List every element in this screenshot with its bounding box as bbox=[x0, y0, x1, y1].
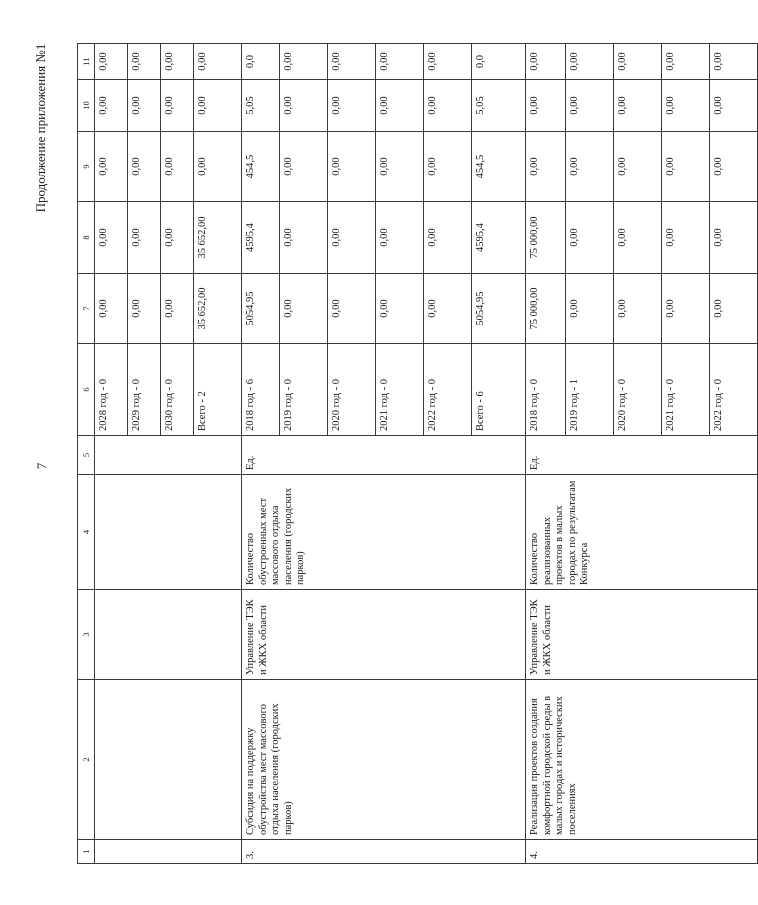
other-sources-cell: 0,00 bbox=[328, 44, 376, 80]
other-sources-cell: 0,00 bbox=[194, 44, 242, 80]
local-budget-cell: 0,00 bbox=[128, 80, 161, 132]
indicator: Количество обустроенных мест массового отдыха населения (городских парков) bbox=[242, 475, 526, 590]
year-cell: 2030 год - 0 bbox=[161, 344, 194, 436]
column-number: 2 bbox=[78, 680, 95, 840]
local-budget-cell: 0,00 bbox=[566, 80, 614, 132]
local-budget-cell: 0,00 bbox=[710, 80, 758, 132]
regional-budget-cell: 0,00 bbox=[280, 132, 328, 202]
indicator-cell bbox=[95, 475, 242, 590]
regional-budget-cell: 454,5 bbox=[242, 132, 280, 202]
local-budget-cell: 0,00 bbox=[614, 80, 662, 132]
year-cell: 2021 год - 0 bbox=[662, 344, 710, 436]
other-sources-cell: 0,0 bbox=[472, 44, 526, 80]
regional-budget-cell: 0,00 bbox=[710, 132, 758, 202]
column-number: 6 bbox=[78, 344, 95, 436]
other-sources-cell: 0,00 bbox=[662, 44, 710, 80]
federal-budget-cell: 75 000,00 bbox=[526, 202, 566, 274]
indicator: Количество реализованных проектов в малых городах по результатам Конкурса bbox=[526, 475, 758, 590]
local-budget-cell: 0,00 bbox=[161, 80, 194, 132]
column-number: 8 bbox=[78, 202, 95, 274]
budget-table bbox=[77, 43, 758, 864]
federal-budget-cell: 0,00 bbox=[161, 202, 194, 274]
federal-budget-cell: 0,00 bbox=[95, 202, 128, 274]
item-number: 4. bbox=[526, 840, 758, 864]
total-amount-cell: 0,00 bbox=[280, 274, 328, 344]
year-cell: Всего - 2 bbox=[194, 344, 242, 436]
total-amount-cell: 0,00 bbox=[95, 274, 128, 344]
appendix-continuation-header: Продолжение приложения №1 bbox=[33, 43, 48, 213]
event-name: Субсидия на поддержку обустройства мест массового отдыха населения (городских парков) bbox=[242, 680, 526, 840]
column-number: 1 bbox=[78, 840, 95, 864]
column-number: 5 bbox=[78, 436, 95, 475]
other-sources-cell: 0,00 bbox=[376, 44, 424, 80]
local-budget-cell: 0,00 bbox=[280, 80, 328, 132]
federal-budget-cell: 0,00 bbox=[662, 202, 710, 274]
other-sources-cell: 0,0 bbox=[242, 44, 280, 80]
total-amount-cell: 35 652,00 bbox=[194, 274, 242, 344]
other-sources-cell: 0,00 bbox=[566, 44, 614, 80]
no-cell bbox=[95, 840, 242, 864]
federal-budget-cell: 0,00 bbox=[128, 202, 161, 274]
other-sources-cell: 0,00 bbox=[424, 44, 472, 80]
total-amount-cell: 0,00 bbox=[161, 274, 194, 344]
year-cell: 2020 год - 0 bbox=[614, 344, 662, 436]
column-number: 4 bbox=[78, 475, 95, 590]
total-amount-cell: 0,00 bbox=[376, 274, 424, 344]
federal-budget-cell: 0,00 bbox=[328, 202, 376, 274]
federal-budget-cell: 0,00 bbox=[614, 202, 662, 274]
unit: Ед. bbox=[242, 436, 526, 475]
rotated-table-frame bbox=[77, 44, 724, 864]
federal-budget-cell: 4595,4 bbox=[242, 202, 280, 274]
regional-budget-cell: 0,00 bbox=[128, 132, 161, 202]
page-number: 7 bbox=[34, 462, 49, 470]
regional-budget-cell: 0,00 bbox=[424, 132, 472, 202]
column-number: 11 bbox=[78, 44, 95, 80]
federal-budget-cell: 4595,4 bbox=[472, 202, 526, 274]
local-budget-cell: 0,00 bbox=[328, 80, 376, 132]
federal-budget-cell: 0,00 bbox=[710, 202, 758, 274]
federal-budget-cell: 0,00 bbox=[424, 202, 472, 274]
column-number-row bbox=[78, 44, 95, 864]
unit: Ед. bbox=[526, 436, 758, 475]
event-name: Реализация проектов создания комфортной городской среды в малых городах и исторических поселениях bbox=[526, 680, 758, 840]
year-cell: 2018 год - 0 bbox=[526, 344, 566, 436]
table-row bbox=[242, 44, 280, 864]
regional-budget-cell: 0,00 bbox=[566, 132, 614, 202]
other-sources-cell: 0,00 bbox=[614, 44, 662, 80]
regional-budget-cell: 454,5 bbox=[472, 132, 526, 202]
year-cell: 2028 год - 0 bbox=[95, 344, 128, 436]
federal-budget-cell: 0,00 bbox=[376, 202, 424, 274]
total-amount-cell: 5054,95 bbox=[472, 274, 526, 344]
total-amount-cell: 75 000,00 bbox=[526, 274, 566, 344]
regional-budget-cell: 0,00 bbox=[161, 132, 194, 202]
name-cell bbox=[95, 680, 242, 840]
column-number: 9 bbox=[78, 132, 95, 202]
other-sources-cell: 0,00 bbox=[710, 44, 758, 80]
local-budget-cell: 5,05 bbox=[472, 80, 526, 132]
total-amount-cell: 0,00 bbox=[128, 274, 161, 344]
year-cell: 2022 год - 0 bbox=[424, 344, 472, 436]
year-cell: Всего - 6 bbox=[472, 344, 526, 436]
item-number: 3. bbox=[242, 840, 526, 864]
unit-cell bbox=[95, 436, 242, 475]
executor-cell bbox=[95, 590, 242, 680]
column-number: 3 bbox=[78, 590, 95, 680]
total-amount-cell: 0,00 bbox=[614, 274, 662, 344]
local-budget-cell: 0,00 bbox=[424, 80, 472, 132]
executor: Управление ТЭК и ЖКХ области bbox=[242, 590, 526, 680]
regional-budget-cell: 0,00 bbox=[328, 132, 376, 202]
other-sources-cell: 0,00 bbox=[526, 44, 566, 80]
regional-budget-cell: 0,00 bbox=[662, 132, 710, 202]
regional-budget-cell: 0,00 bbox=[95, 132, 128, 202]
federal-budget-cell: 0,00 bbox=[566, 202, 614, 274]
year-cell: 2029 год - 0 bbox=[128, 344, 161, 436]
other-sources-cell: 0,00 bbox=[280, 44, 328, 80]
year-cell: 2019 год - 1 bbox=[566, 344, 614, 436]
other-sources-cell: 0,00 bbox=[95, 44, 128, 80]
regional-budget-cell: 0,00 bbox=[376, 132, 424, 202]
total-amount-cell: 5054,95 bbox=[242, 274, 280, 344]
total-amount-cell: 0,00 bbox=[662, 274, 710, 344]
executor: Управление ТЭК и ЖКХ области bbox=[526, 590, 758, 680]
other-sources-cell: 0,00 bbox=[161, 44, 194, 80]
year-cell: 2020 год - 0 bbox=[328, 344, 376, 436]
local-budget-cell: 0,00 bbox=[194, 80, 242, 132]
year-cell: 2021 год - 0 bbox=[376, 344, 424, 436]
rotated-table-sheet bbox=[77, 44, 724, 864]
regional-budget-cell: 0,00 bbox=[194, 132, 242, 202]
table-row bbox=[95, 44, 128, 864]
year-cell: 2018 год - 6 bbox=[242, 344, 280, 436]
year-cell: 2022 год - 0 bbox=[710, 344, 758, 436]
total-amount-cell: 0,00 bbox=[424, 274, 472, 344]
total-amount-cell: 0,00 bbox=[566, 274, 614, 344]
regional-budget-cell: 0,00 bbox=[526, 132, 566, 202]
local-budget-cell: 0,00 bbox=[526, 80, 566, 132]
federal-budget-cell: 35 652,00 bbox=[194, 202, 242, 274]
federal-budget-cell: 0,00 bbox=[280, 202, 328, 274]
other-sources-cell: 0,00 bbox=[128, 44, 161, 80]
local-budget-cell: 0,00 bbox=[95, 80, 128, 132]
local-budget-cell: 5,05 bbox=[242, 80, 280, 132]
column-number: 10 bbox=[78, 80, 95, 132]
column-number: 7 bbox=[78, 274, 95, 344]
local-budget-cell: 0,00 bbox=[662, 80, 710, 132]
regional-budget-cell: 0,00 bbox=[614, 132, 662, 202]
local-budget-cell: 0,00 bbox=[376, 80, 424, 132]
year-cell: 2019 год - 0 bbox=[280, 344, 328, 436]
total-amount-cell: 0,00 bbox=[710, 274, 758, 344]
table-row bbox=[526, 44, 566, 864]
total-amount-cell: 0,00 bbox=[328, 274, 376, 344]
